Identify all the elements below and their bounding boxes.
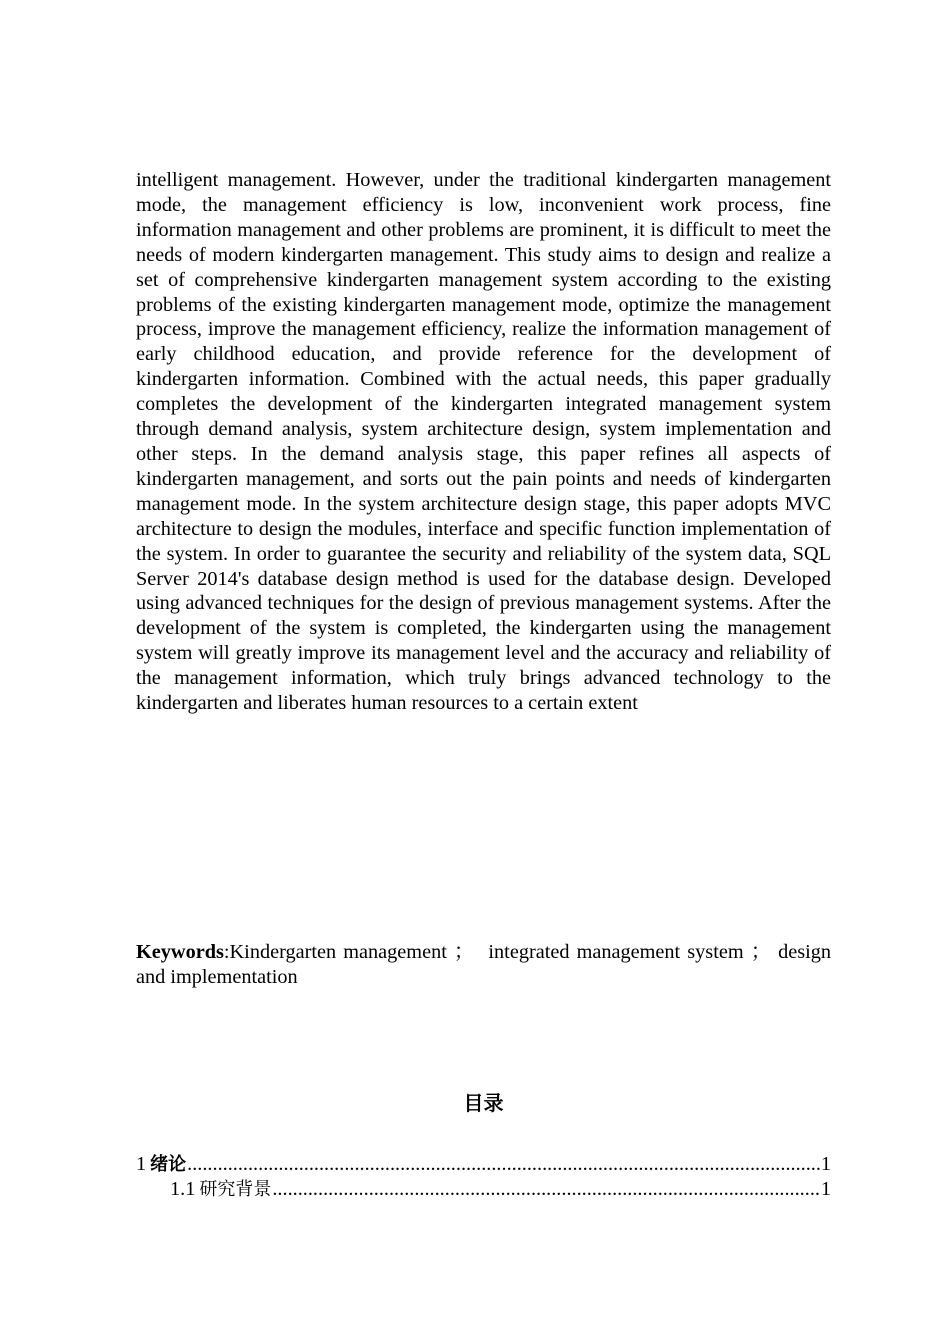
toc-title: 目录 — [463, 1091, 504, 1115]
toc-entry-number: 1.1 — [170, 1178, 196, 1200]
keyword-item-1: Kindergarten management ； — [229, 941, 482, 963]
abstract-paragraph: intelligent management. However, under the traditional kindergarten management mode, the management efficiency is low, inconvenient work process, fine information management and other problems are prominent, it is difficult to meet the needs of modern kindergarten management. This study aims to design and realize a set of comprehensive kindergarten management system according to the existing problems of the existing kindergarten management mode, optimize the management process, improve the management efficiency, realize the information management of early childhood education, and provide reference for the development of kindergarten information. Combined with the actual needs, this paper gradually completes the development of the kindergarten integrated management system through demand analysis, system architecture design, system implementation and other steps. In the demand analysis stage, this paper refines all aspects of kindergarten management, and sorts out the pain points and needs of kindergarten management mode. In the system architecture design stage, this paper adopts MVC architecture to design the modules, interface and specific function implementation of the system. In order to guarantee the security and reliability of the system data, SQL Server 2014's database design method is used for the database design. Developed using advanced techniques for the design of previous management systems. After the development of the system is completed, the kindergarten using the management system will greatly improve its management level and the accuracy and reliability of the management information, which truly brings advanced technology to the kindergarten and liberates human resources to a certain extent — [136, 169, 831, 715]
toc-entry-page: 1 — [820, 1178, 831, 1200]
toc-entry-title: 绪论 — [150, 1154, 187, 1175]
toc-entry-number: 1 — [136, 1153, 147, 1175]
table-of-contents — [136, 1152, 831, 1202]
keyword-item-2: integrated management system ； — [488, 941, 771, 963]
toc-entry-page: 1 — [820, 1153, 831, 1175]
keyword-item-3: design and implementation — [136, 941, 832, 988]
toc-dot-leader — [187, 1152, 820, 1177]
keywords-label: Keywords — [136, 941, 224, 963]
abstract-block — [136, 168, 831, 716]
toc-entry-introduction[interactable] — [136, 1152, 831, 1177]
keywords-line — [136, 940, 831, 990]
toc-dot-leader — [272, 1177, 820, 1202]
toc-entry-research-background[interactable] — [136, 1177, 831, 1202]
keywords-separator: : — [223, 941, 230, 963]
toc-entry-title: 研究背景 — [199, 1179, 272, 1200]
